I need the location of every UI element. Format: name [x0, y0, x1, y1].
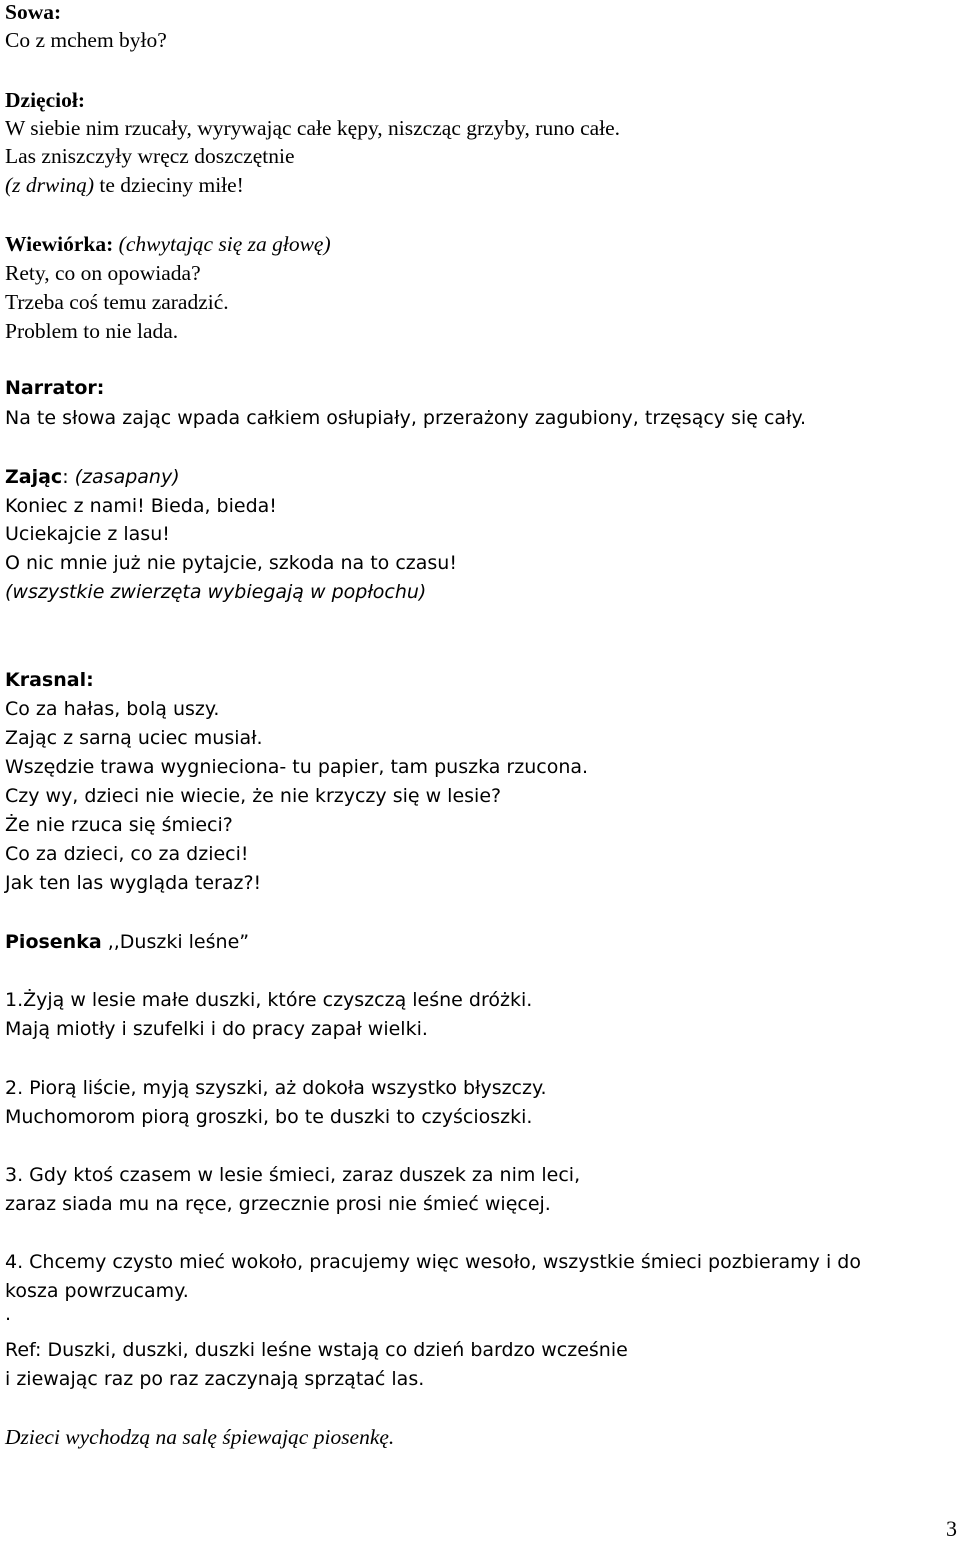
song-line: Muchomorom piorą groszki, bo te duszki to czyścioszki. [5, 1106, 533, 1128]
song-line: 4. Chcemy czysto mieć wokoło, pracujemy więc wesoło, wszystkie śmieci pozbieramy i do [5, 1251, 861, 1273]
song-title: ,,Duszki leśne” [101, 931, 250, 953]
dialogue-text: te dzieciny miłe! [94, 173, 244, 197]
stage-direction: (chwytając się za głowę) [113, 232, 331, 256]
speaker-colon: : [62, 466, 69, 488]
closing-stage-direction: Dzieci wychodzą na salę śpiewając piosenkę. [5, 1425, 395, 1449]
speaker-heading [5, 230, 331, 258]
dialogue-line: Trzeba coś temu zaradzić. [5, 290, 229, 314]
dialogue-line: Jak ten las wygląda teraz?! [5, 872, 262, 894]
refrain-line: Ref: Duszki, duszki, duszki leśne wstają co dzień bardzo wcześnie [5, 1339, 628, 1361]
dialogue-line [5, 171, 244, 199]
dialogue-line: Co z mchem było? [5, 28, 167, 52]
dialogue-line: O nic mnie już nie pytajcie, szkoda na to czasu! [5, 552, 457, 574]
refrain-line: i ziewając raz po raz zaczynają sprzątać las. [5, 1368, 425, 1390]
dialogue-line: Wszędzie trawa wygnieciona- tu papier, tam puszka rzucona. [5, 756, 589, 778]
dialogue-line: Zając z sarną uciec musiał. [5, 727, 263, 749]
page-number: 3 [946, 1516, 957, 1541]
stage-direction: (zasapany) [68, 466, 180, 488]
dialogue-line: Rety, co on opowiada? [5, 261, 201, 285]
speaker-narrator: Narrator: [5, 377, 105, 399]
song-line: 1.Żyją w lesie małe duszki, które czyszczą leśne dróżki. [5, 989, 533, 1011]
narration-line: Na te słowa zając wpada całkiem osłupiały, przerażony zagubiony, trzęsący się cały. [5, 407, 807, 429]
dialogue-line: Koniec z nami! Bieda, bieda! [5, 495, 277, 517]
speaker-zajac: Zając [5, 466, 63, 488]
speaker-sowa: Sowa: [5, 0, 62, 24]
song-line: 3. Gdy ktoś czasem w lesie śmieci, zaraz duszek za nim leci, [5, 1164, 581, 1186]
dialogue-line: Las zniszczyły wręcz doszczętnie [5, 144, 295, 168]
song-heading [5, 928, 249, 956]
speaker-krasnal: Krasnal: [5, 669, 94, 691]
song-line: . [5, 1303, 12, 1325]
song-label: Piosenka [5, 931, 102, 953]
dialogue-line: Że nie rzuca się śmieci? [5, 814, 233, 836]
dialogue-line: Uciekajcie z lasu! [5, 523, 170, 545]
song-line: kosza powrzucamy. [5, 1280, 189, 1302]
dialogue-line: Problem to nie lada. [5, 319, 179, 343]
song-line: zaraz siada mu na ręce, grzecznie prosi nie śmieć więcej. [5, 1193, 551, 1215]
song-line: Mają miotły i szufelki i do pracy zapał wielki. [5, 1018, 428, 1040]
stage-direction: (wszystkie zwierzęta wybiegają w popłochu) [5, 581, 427, 603]
dialogue-line: W siebie nim rzucały, wyrywając całe kępy, niszcząc grzyby, runo całe. [5, 116, 621, 140]
speaker-heading [5, 463, 180, 491]
dialogue-line: Co za dzieci, co za dzieci! [5, 843, 249, 865]
speaker-wiewiorka: Wiewiórka: [5, 232, 114, 256]
dialogue-line: Co za hałas, bolą uszy. [5, 698, 220, 720]
dialogue-line: Czy wy, dzieci nie wiecie, że nie krzyczy się w lesie? [5, 785, 502, 807]
song-line: 2. Piorą liście, myją szyszki, aż dokoła wszystko błyszczy. [5, 1077, 547, 1099]
speaker-dzieciol: Dzięcioł: [5, 88, 85, 112]
stage-direction: (z drwiną) [5, 173, 94, 197]
